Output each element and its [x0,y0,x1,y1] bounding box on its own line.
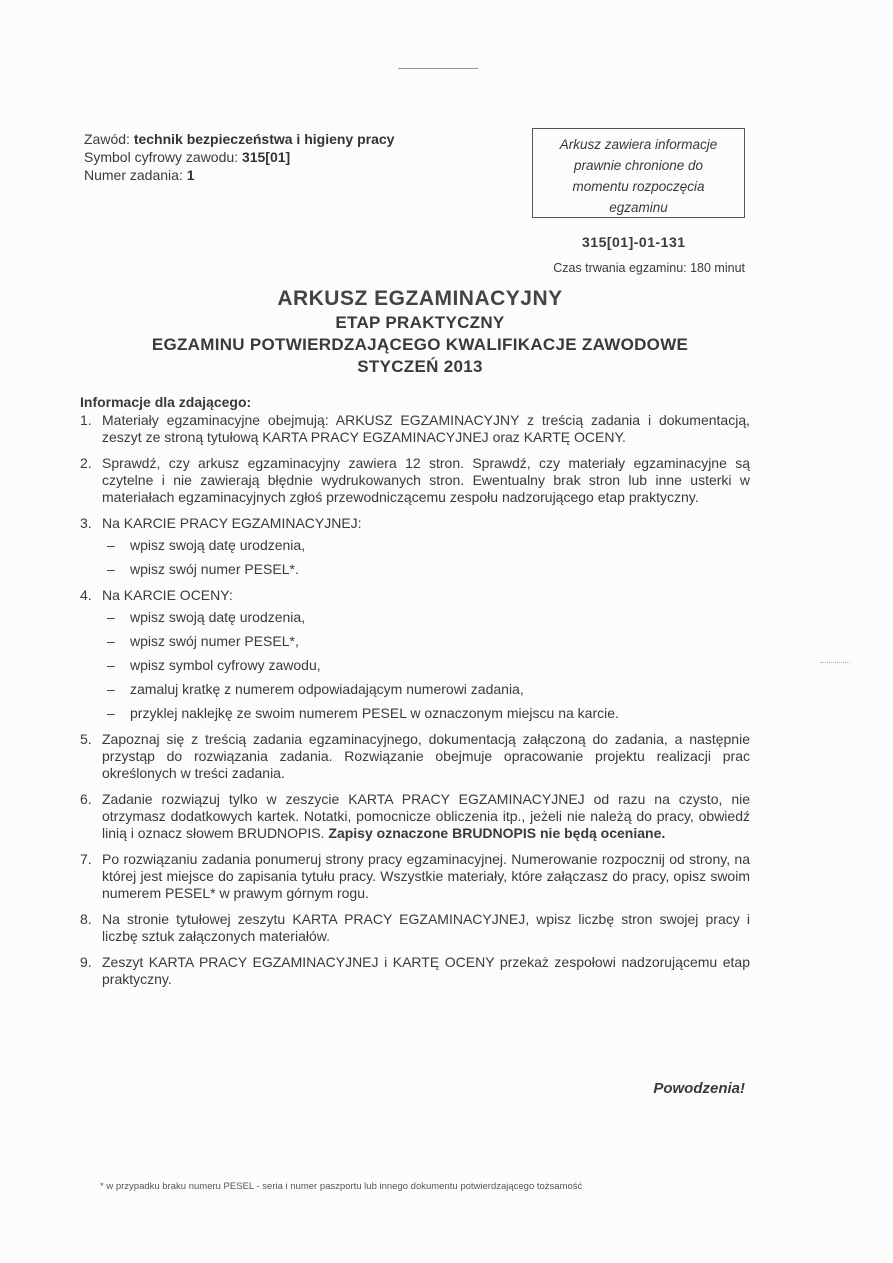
task-value: 1 [186,167,195,183]
instruction-item [80,455,750,506]
instruction-item [80,791,750,842]
notice-line: momentu rozpoczęcia [572,179,705,194]
confidentiality-notice-box [532,128,745,218]
footnote: * w przypadku braku numeru PESEL - seria i numer paszportu lub innego dokumentu potwierdzającego tożsamość [100,1181,583,1192]
item-text: Zadanie rozwiązuj tylko w zeszycie KARTA PRACY EGZAMINACYJNEJ od razu na czysto, nie otrzymasz dodatkowych kartek. Notatki, pomocnicze obliczenia itp., jeżeli nie należą do pracy, obwiedź linią i oznacz słowem BRUDNOPIS. [102,791,750,841]
item-number: 9. [80,954,92,970]
item-text: Sprawdź, czy arkusz egzaminacyjny zawiera 12 stron. Sprawdź, czy materiały egzaminacyjne są czytelne i nie zawierają błędnie wydrukowanych stron. Ewentualny brak stron lub inne usterki w materiałach egzaminacyjnych zgłoś przewodniczącemu zespołu nadzorującego etap praktyczny. [102,455,750,505]
notice-line: egzaminu [609,200,668,215]
item-number: 3. [80,515,92,531]
symbol-line [84,148,394,166]
item-text: Zapoznaj się z treścią zadania egzaminacyjnego, dokumentacją załączoną do zadania, a następnie przystąp do rozwiązania zadania. Rozwiązanie obejmuje opracowanie projektu realizacji prac określonych w treści zadania. [102,731,750,781]
item-text: Po rozwiązaniu zadania ponumeruj strony pracy egzaminacyjnej. Numerowanie rozpocznij od strony, na której jest miejsce do zapisania tytułu pracy. Wszystkie materiały, które załączasz do pracy, opisz swoim numerem PESEL* w prawym górnym rogu. [102,851,750,901]
task-line [84,166,394,184]
instruction-item [80,587,750,722]
item-bold-note: Zapisy oznaczone BRUDNOPIS nie będą oceniane. [328,825,666,841]
instruction-item [80,851,750,902]
profession-label: Zawód: [84,131,130,147]
notice-line: Arkusz zawiera informacje [559,137,718,152]
subtitle-exam: EGZAMINU POTWIERDZAJĄCEGO KWALIFIKACJE ZAWODOWE [151,335,689,354]
instruction-item [80,412,750,446]
exam-metadata [84,130,394,184]
item-text: Zeszyt KARTA PRACY EGZAMINACYJNEJ i KARTĘ OCENY przekaż zespołowi nadzorującemu etap praktyczny. [102,954,750,987]
profession-line [84,130,394,148]
notice-line: prawnie chronione do [573,158,704,173]
item-number: 4. [80,587,92,603]
item-number: 7. [80,851,92,867]
exam-code: 315[01]-01-131 [582,234,686,250]
instruction-item [80,911,750,945]
sub-item: – wpisz symbol cyfrowy zawodu, [102,657,750,674]
item-text: Na KARCIE OCENY: [102,587,233,603]
sub-item: – przyklej naklejkę ze swoim numerem PESEL w oznaczonym miejscu na karcie. [102,705,750,722]
closing-wish: Powodzenia! [653,1080,745,1097]
task-label: Numer zadania: [84,167,183,183]
exam-duration: Czas trwania egzaminu: 180 minut [553,261,745,275]
sub-item: – wpisz swój numer PESEL*. [102,561,750,578]
instructions-list [80,412,750,988]
symbol-value: 315[01] [241,149,291,165]
instruction-item [80,954,750,988]
scan-mark-top [398,68,478,69]
sub-item: – wpisz swoją datę urodzenia, [102,537,750,554]
title-block [0,286,840,378]
profession-value: technik bezpieczeństwa i higieny pracy [133,131,395,147]
item-number: 8. [80,911,92,927]
instructions-section [80,394,750,997]
sub-item: – wpisz swój numer PESEL*, [102,633,750,650]
sub-item: – zamaluj kratkę z numerem odpowiadającym numerowi zadania, [102,681,750,698]
subtitle-stage: ETAP PRAKTYCZNY [335,313,505,332]
scan-mark-side [820,662,850,663]
subtitle-date: STYCZEŃ 2013 [357,357,483,376]
sub-list [102,609,750,722]
item-text: Na stronie tytułowej zeszytu KARTA PRACY EGZAMINACYJNEJ, wpisz liczbę stron swojej pracy i liczbę sztuk załączonych materiałów. [102,911,750,944]
item-number: 5. [80,731,92,747]
instructions-header: Informacje dla zdającego: [80,394,252,410]
symbol-label: Symbol cyfrowy zawodu: [84,149,239,165]
item-text: Materiały egzaminacyjne obejmują: ARKUSZ EGZAMINACYJNY z treścią zadania i dokumentacją, zeszyt ze stroną tytułową KARTA PRACY EGZAMINACYJNEJ oraz KARTĘ OCENY. [102,412,750,445]
sub-list [102,537,750,578]
item-number: 2. [80,455,92,471]
item-number: 6. [80,791,92,807]
item-text: Na KARCIE PRACY EGZAMINACYJNEJ: [102,515,362,531]
item-number: 1. [80,412,92,428]
main-title: ARKUSZ EGZAMINACYJNY [277,287,563,310]
instruction-item [80,515,750,578]
sub-item: – wpisz swoją datę urodzenia, [102,609,750,626]
instruction-item [80,731,750,782]
